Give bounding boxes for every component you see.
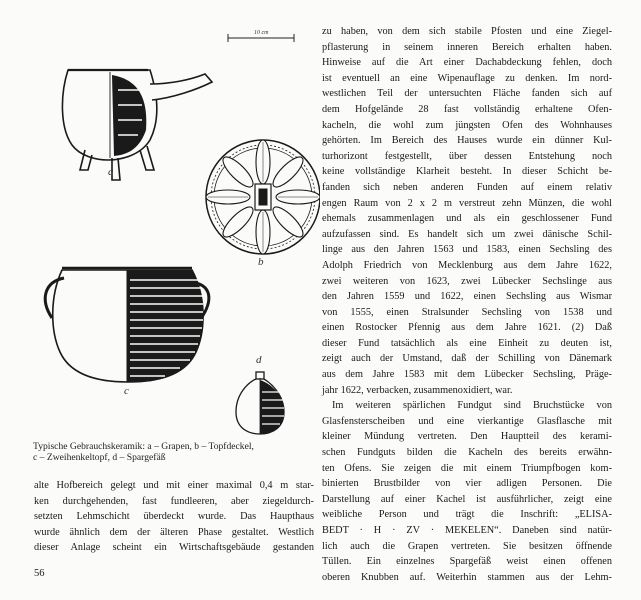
text-line: kleiner Mündung vertreten. Den Hauptteil des kerami- (322, 431, 612, 443)
figure-label-b: b (258, 256, 264, 268)
text-line: fanden sich neben anderen Funden auf einem relativ (322, 181, 612, 193)
text-line: dieser Fund tatsächlich als eine Einheit zu deuten ist, (322, 337, 612, 349)
figure-label-c: c (124, 385, 129, 397)
text-line: turhorizont festgestellt, über dessen Entstehung noch (322, 150, 612, 162)
text-line: ist eventuell an eine Wipenauflage zu denken. Im nord- (322, 72, 612, 84)
text-line: westlichen Teil der untersuchten Fläche fanden sich auf (322, 88, 612, 100)
text-line: BEDT · H · ZV · MEKELEN“. Daneben sind natür- (322, 525, 612, 536)
text-line: einen Rostocker Pfennig aus dem Jahre 1621. (2) Daß (322, 322, 612, 334)
text-line: wurde ähnlich dem der älteren Phase gestaltet. Westlich (34, 526, 314, 538)
text-line: pflasterung in seinem inneren Bereich erhalten haben. (322, 41, 612, 53)
text-line: Tüllen. Ein einzelnes Spargefäß weist einen offenen (322, 556, 612, 568)
text-line: binierten Brustbilder von vier adligen Personen. Die (322, 478, 612, 490)
two-handled-pot-drawing (45, 268, 209, 382)
figure-label-d: d (256, 354, 262, 366)
paragraph (322, 398, 612, 585)
text-line: weibliche Person und trägt die Inschrift: „ELISA- (322, 509, 612, 521)
money-box-drawing (236, 372, 284, 434)
text-line: schen Fundguts bilden die Kacheln des bereits erwähn- (322, 447, 612, 459)
text-line: dem Hofgelände 28 fast vollständig erhaltene Ofen- (322, 103, 612, 115)
right-text-column (322, 24, 612, 585)
figure-caption (33, 441, 313, 464)
text-line: dieser Anlage scheint ein Wirtschaftsgebäude gestanden (34, 542, 314, 554)
text-line: lich auch die Grapen vertreten. Sie besitzen öffnende (322, 540, 612, 552)
text-line: von 1555, einen Stralsunder Sechsling von 1538 und (322, 306, 612, 318)
text-line: oberen Knubben auf. Weiterhin stammen aus der Lehm- (322, 571, 612, 583)
text-line: aufzufassen sind. Es handelt sich um zwei dänische Schil- (322, 228, 612, 240)
text-line: Darstellung auf einer Kachel ist ausführlicher, zeigt eine (322, 493, 612, 505)
pottery-drawings (0, 0, 320, 440)
grapen-drawing (62, 70, 212, 180)
text-line: kacheln, die wohl zum jüngsten Ofen des Wohnhauses (322, 119, 612, 131)
lid-drawing (206, 140, 320, 254)
text-line: jahr 1622, verbacken, zusammenoxidiert, war. (322, 384, 513, 396)
left-text-column (34, 478, 314, 556)
text-line: gehörten. Im Bereich des Hauses wurde ein dünner Kul- (322, 135, 612, 147)
text-line: alte Hofbereich gelegt und mit einer maximal 0,4 m star- (34, 480, 314, 491)
text-line: ten Ofens. Sie zeigen die mit einem Triumpfbogen kom- (322, 462, 612, 474)
text-line: zeigt auch der Umstand, daß der Schilling von Dänemark (322, 353, 612, 365)
text-line: aus dem Jahre 1583 mit dem Lübecker Sechsling, Präge- (322, 369, 612, 381)
figure-label-a: a (108, 166, 114, 178)
paragraph (34, 478, 314, 556)
text-line: Adolph Friedrich von Mecklenburg aus dem Jahre 1622, (322, 259, 612, 271)
page-number: 56 (34, 568, 45, 579)
text-line: ehemals zusammenlagen und als ein geschlossener Fund (322, 213, 612, 225)
text-line: keine vollständige Klarheit besteht. In dieser Schicht be- (322, 166, 612, 178)
text-line: zwei weiteren von 1623, zwei Lübecker Sechslinge aus (322, 275, 612, 287)
text-line: ken durchgehenden, fast fundleeren, aber ziegeldurch- (34, 495, 314, 507)
text-line: Im weiteren spärlichen Fundgut sind Bruchstücke von (332, 400, 612, 412)
caption-line: c – Zweihenkeltopf, d – Spargefäß (33, 452, 166, 464)
text-line: Glasfensterscheiben und eine vierkantige Glasflasche mit (322, 415, 612, 427)
text-line: Hinweise auf die Art einer Dachabdeckung fehlen, doch (322, 57, 612, 69)
figure-illustration (0, 0, 320, 440)
text-line: zu haben, von dem sich stabile Pfosten und eine Ziegel- (322, 26, 612, 37)
text-line: setzten Lehmschicht überdeckt wurde. Das Haupthaus (34, 511, 314, 523)
text-line: engen Raum von 2 x 2 m verstreut zehn Münzen, die wohl (322, 197, 612, 209)
caption-line: Typische Gebrauchskeramik: a – Grapen, b – Topfdeckel, (33, 441, 254, 452)
paragraph (322, 24, 612, 398)
text-line: den Jahren 1559 und 1622, einen Sechsling aus Wismar (322, 291, 612, 303)
text-line: linge aus den Jahren 1563 und 1583, einen Sechsling des (322, 244, 612, 256)
scale-label: 10 cm (254, 30, 269, 36)
